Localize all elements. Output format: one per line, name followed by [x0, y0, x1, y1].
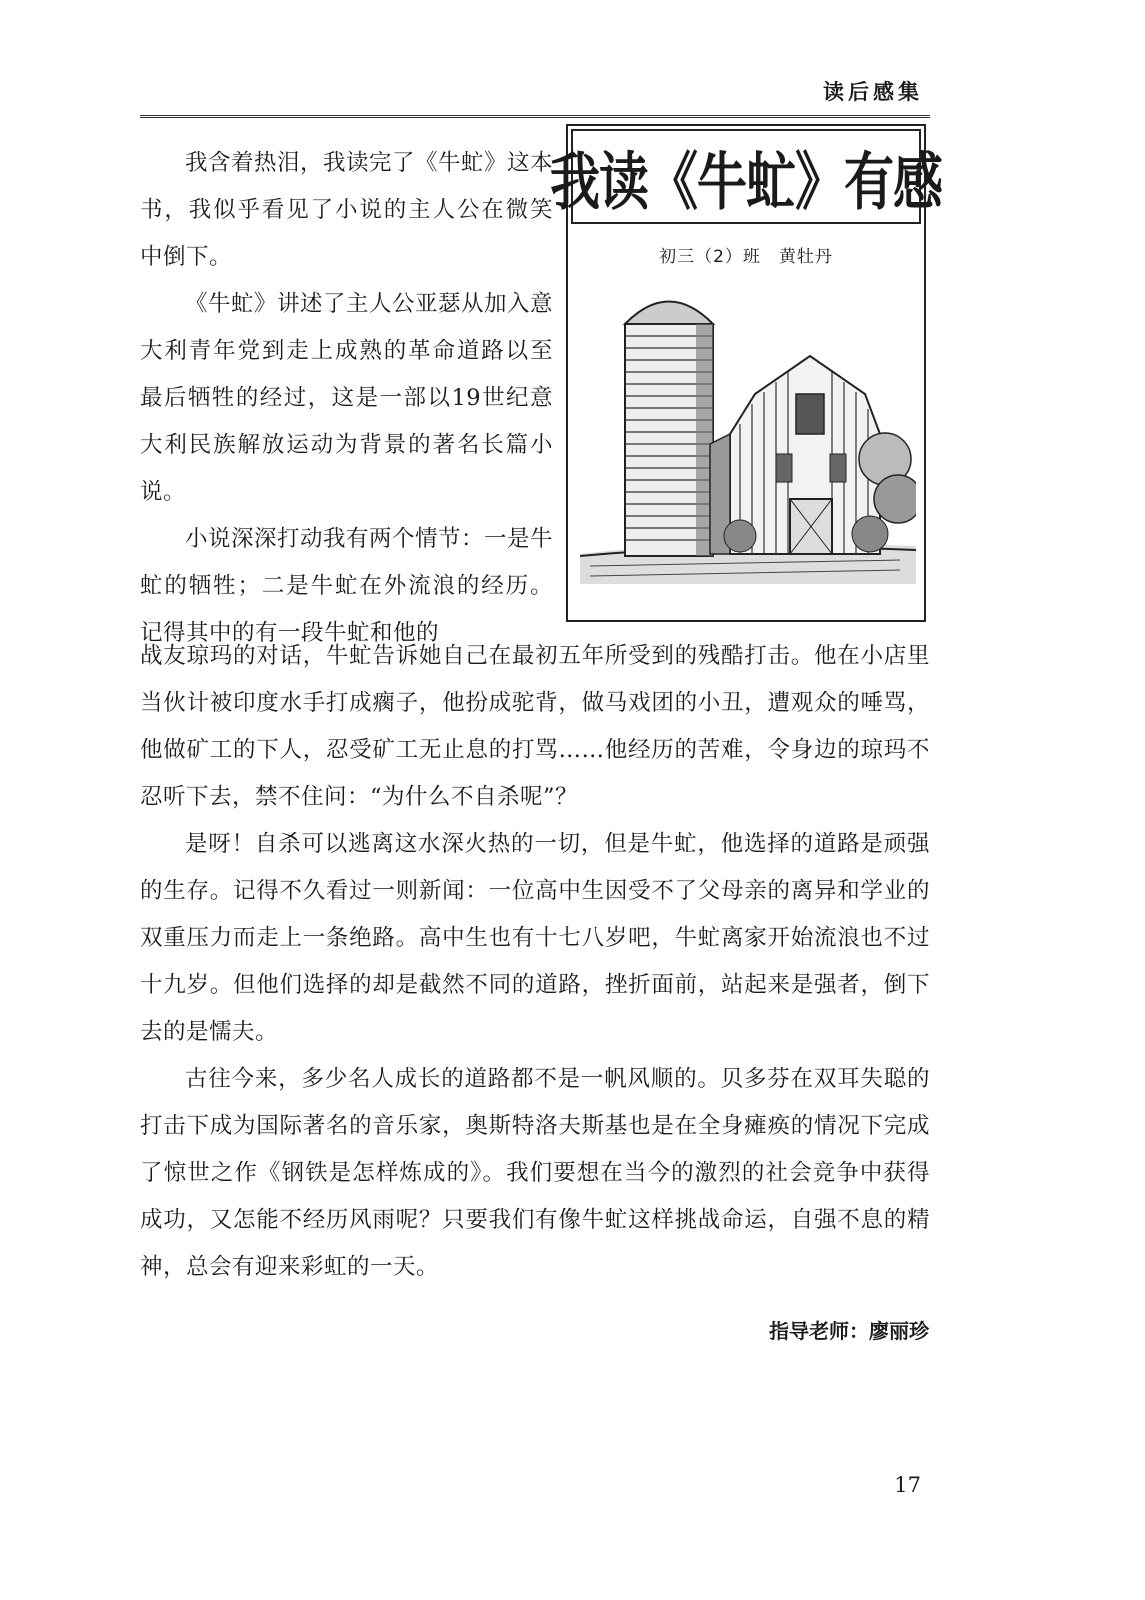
text-full-width [140, 633, 930, 1291]
barn-silo-illustration [580, 284, 916, 584]
advisor-credit: 指导老师：廖丽珍 [769, 1319, 929, 1343]
title-frame [550, 129, 942, 224]
paragraph: 《牛虻》讲述了主人公亚瑟从加入意大利青年党到走上成熟的革命道路以至最后牺牲的经过，这是一部以19世纪意大利民族解放运动为背景的著名长篇小说。 [140, 291, 554, 505]
section-label: 读后感集 [823, 79, 923, 104]
paragraph: 小说深深打动我有两个情节：一是牛虻的牺牲；二是牛虻在外流浪的经历。记得其中的有一段牛虻和他的 [140, 526, 554, 646]
paragraph: 我含着热泪，我读完了《牛虻》这本书，我似乎看见了小说的主人公在微笑中倒下。 [140, 150, 554, 270]
title-box [550, 124, 942, 622]
paragraph: 是呀！自杀可以逃离这水深火热的一切，但是牛虻，他选择的道路是顽强的生存。记得不久看过一则新闻：一位高中生因受不了父母亲的离异和学业的双重压力而走上一条绝路。高中生也有十七八岁吧，牛虻离家开始流浪也不过十九岁。但他们选择的却是截然不同的道路，挫折面前，站起来是强者，倒下去的是懦夫。 [140, 831, 930, 1045]
text-column [140, 140, 553, 657]
article-title: 我读《牛虻》有感 [550, 145, 942, 218]
paragraph: 古往今来，多少名人成长的道路都不是一帆风顺的。贝多芬在双耳失聪的打击下成为国际著名的音乐家，奥斯特洛夫斯基也是在全身瘫痪的情况下完成了惊世之作《钢铁是怎样炼成的》。我们要想在当今的激烈的社会竞争中获得成功，又怎能不经历风雨呢？只要我们有像牛虻这样挑战命运，自强不息的精神，总会有迎来彩虹的一天。 [140, 1066, 930, 1280]
paragraph: 战友琼玛的对话，牛虻告诉她自己在最初五年所受到的残酷打击。他在小店里当伙计被印度水手打成瘸子，他扮成驼背，做马戏团的小丑，遭观众的唾骂，他做矿工的下人，忍受矿工无止息的打骂……他经历的苦难，令身边的琼玛不忍听下去，禁不住问：“为什么不自杀呢”？ [140, 643, 930, 810]
author-byline: 初三（2）班 黄牡丹 [659, 247, 833, 267]
page-number: 17 [894, 1473, 921, 1497]
header-rule [140, 115, 930, 118]
